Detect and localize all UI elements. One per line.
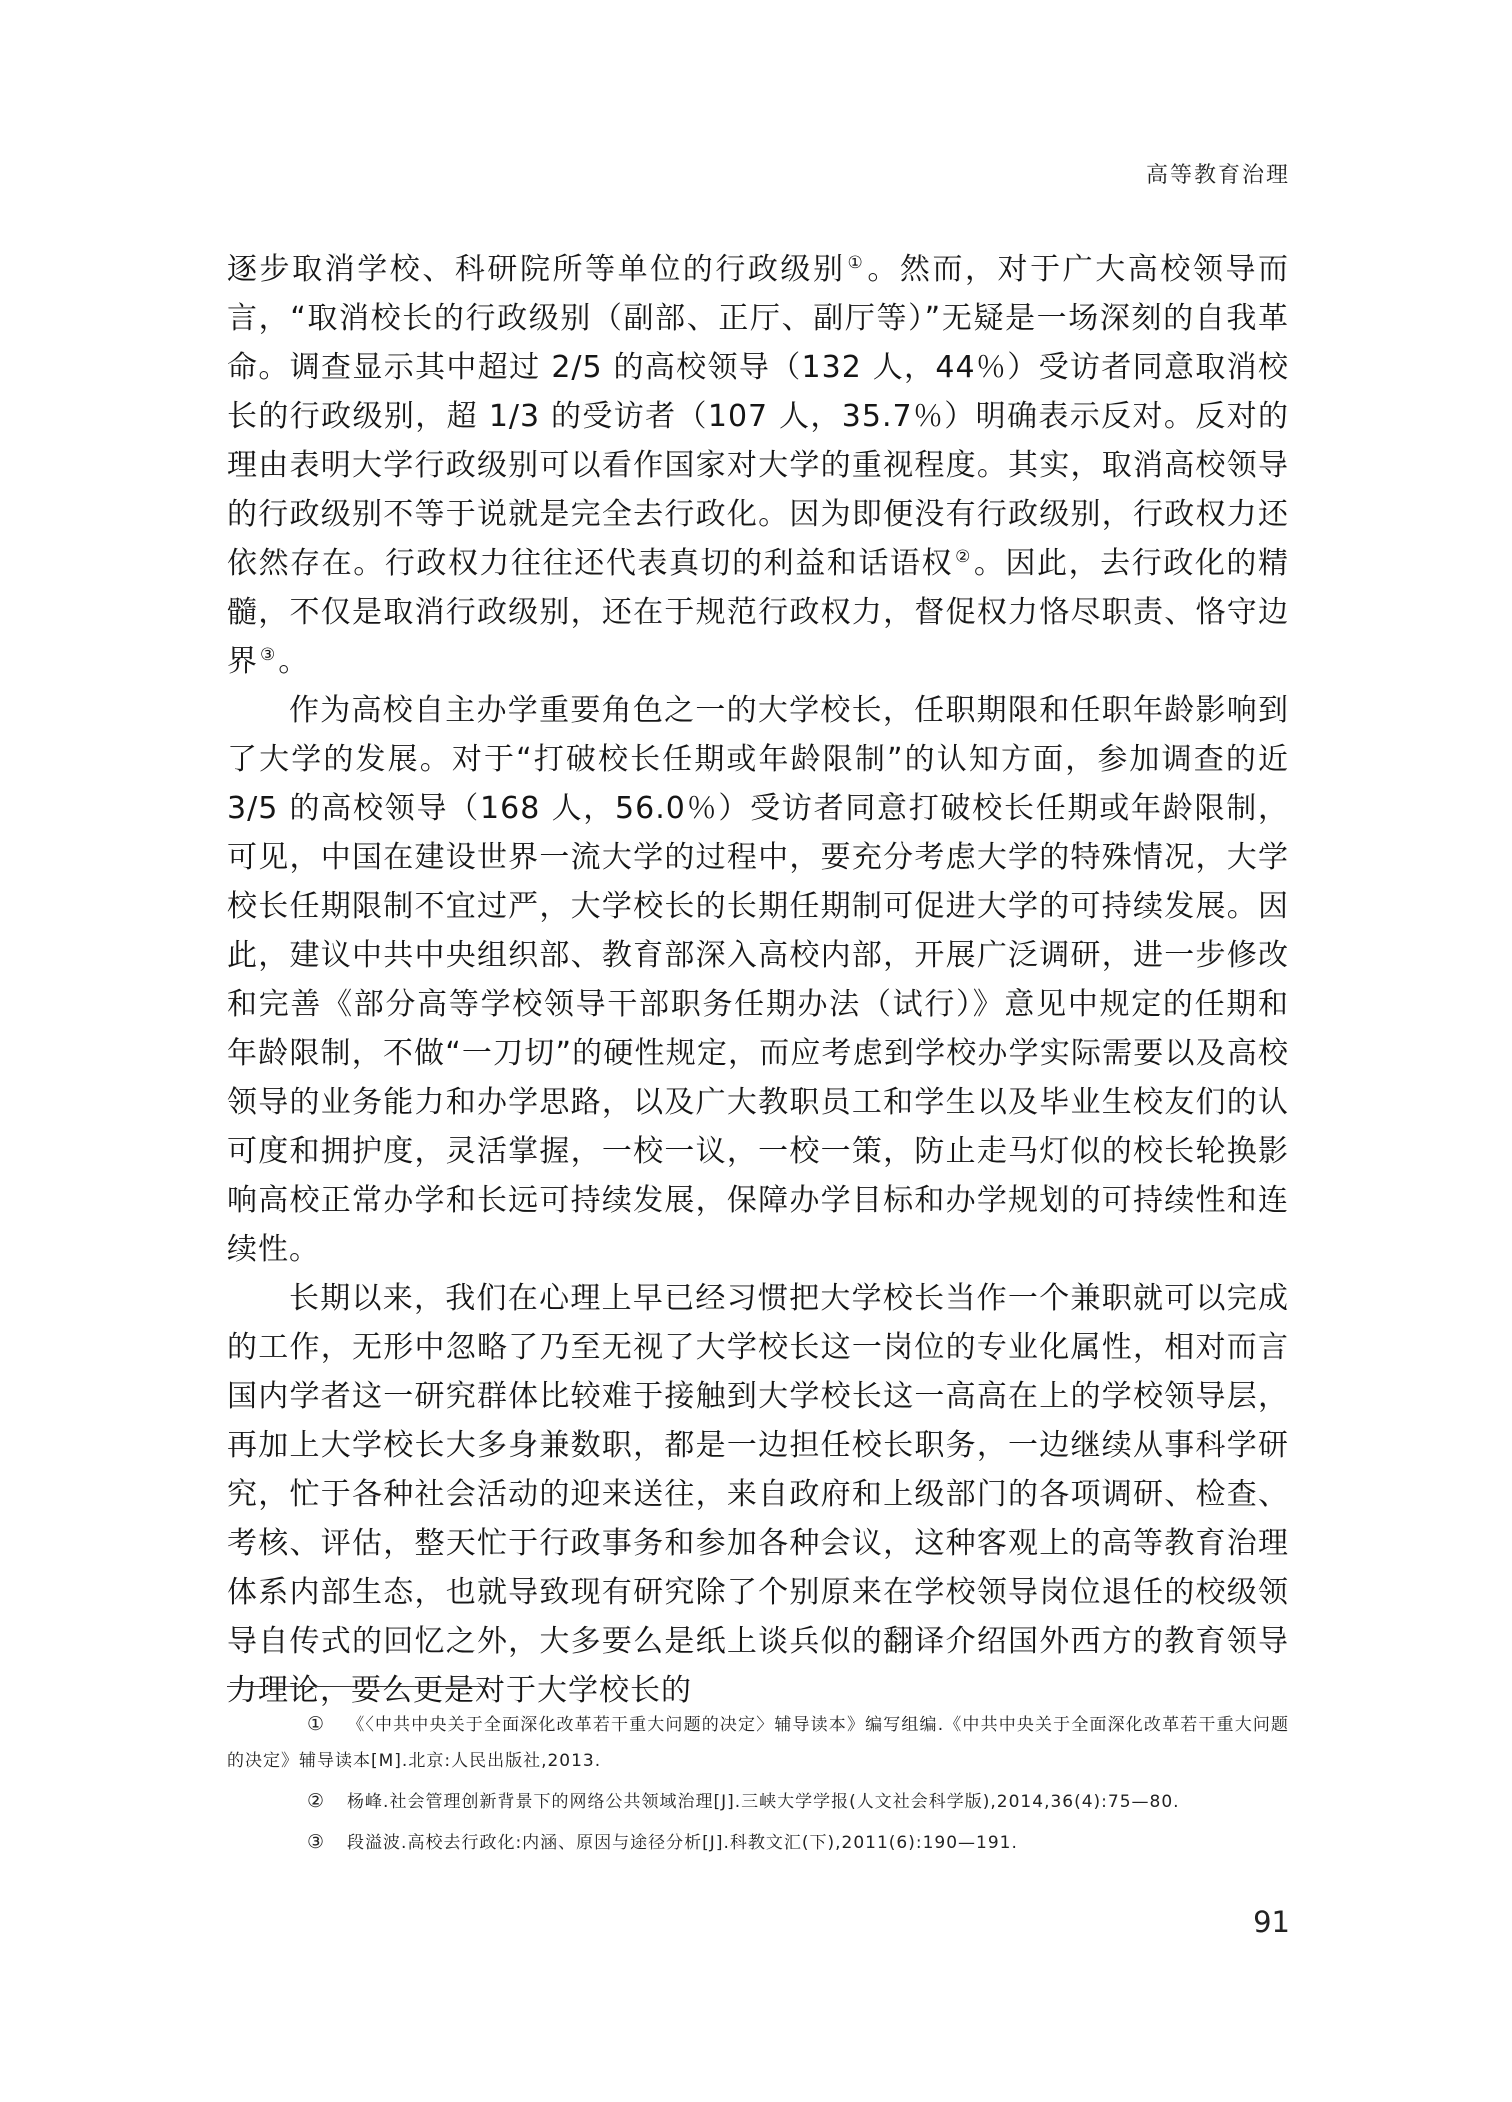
footnotes	[227, 1706, 1289, 1865]
paragraph-3: 长期以来，我们在心理上早已经习惯把大学校长当作一个兼职就可以完成的工作，无形中忽略了乃至无视了大学校长这一岗位的专业化属性，相对而言国内学者这一研究群体比较难于接触到大学校长这一高高在上的学校领导层，再加上大学校长大多身兼数职，都是一边担任校长职务，一边继续从事科学研究，忙于各种社会活动的迎来送往，来自政府和上级部门的各项调研、检查、考核、评估，整天忙于行政事务和参加各种会议，这种客观上的高等教育治理体系内部生态，也就导致现有研究除了个别原来在学校领导岗位退任的校级领导自传式的回忆之外，大多要么是纸上谈兵似的翻译介绍国外西方的教育领导力理论，要么更是对于大学校长的	[227, 1281, 1289, 1708]
footnote-divider	[227, 1686, 489, 1687]
footnote-1	[227, 1706, 1289, 1779]
main-text	[227, 245, 1289, 1715]
footnote-3	[227, 1824, 1289, 1861]
footnote-3-text: 段溢波.高校去行政化:内涵、原因与途径分析[J].科教文汇(下),2011(6):190—191.	[347, 1833, 1018, 1853]
paragraph-1-part-d: 。	[278, 644, 310, 679]
running-header: 高等教育治理	[1145, 163, 1290, 188]
paragraph-1	[227, 245, 1289, 686]
paragraph-2: 作为高校自主办学重要角色之一的大学校长，任职期限和任职年龄影响到了大学的发展。对于“打破校长任期或年龄限制”的认知方面，参加调查的近 3/5 的高校领导（168 人，56.0％）受访者同意打破校长任期或年龄限制，可见，中国在建设世界一流大学的过程中，要充分考虑大学的特殊情况，大学校长任期限制不宜过严，大学校长的长期任期制可促进大学的可持续发展。因此，建议中共中央组织部、教育部深入高校内部，开展广泛调研，进一步修改和完善《部分高等学校领导干部职务任期办法（试行）》意见中规定的任期和年龄限制，不做“一刀切”的硬性规定，而应考虑到学校办学实际需要以及高校领导的业务能力和办学思路，以及广大教职员工和学生以及毕业生校友们的认可度和拥护度，灵活掌握，一校一议，一校一策，防止走马灯似的校长轮换影响高校正常办学和长远可持续发展，保障办学目标和办学规划的可持续性和连续性。	[227, 693, 1289, 1267]
paragraph-1-part-a: 逐步取消学校、科研院所等单位的行政级别	[227, 252, 846, 287]
footnote-3-number: ③	[307, 1831, 326, 1853]
footnote-marker-3[interactable]: ③	[260, 645, 277, 665]
paragraph-1-part-c: 。因此，去行政化的精髓，不仅是取消行政级别，还在于规范行政权力，督促权力恪尽职责、恪守边界	[227, 546, 1290, 679]
footnote-2-number: ②	[307, 1790, 326, 1812]
footnote-1-number: ①	[307, 1713, 326, 1735]
footnote-marker-1[interactable]: ①	[847, 253, 866, 273]
footnote-2	[227, 1783, 1289, 1820]
paragraph-1-part-b: 。然而，对于广大高校领导而言，“取消校长的行政级别（副部、正厅、副厅等）”无疑是一场深刻的自我革命。调查显示其中超过 2/5 的高校领导（132 人，44％）受访者同意取消校长的行政级别，超 1/3 的受访者（107 人，35.7％）明确表示反对。反对的理由表明大学行政级别可以看作国家对大学的重视程度。其实，取消高校领导的行政级别不等于说就是完全去行政化。因为即便没有行政级别，行政权力还依然存在。行政权力往往还代表真切的利益和话语权	[227, 252, 1289, 581]
footnote-marker-2[interactable]: ②	[955, 547, 972, 567]
page-number: 91	[1253, 1905, 1290, 1939]
footnote-1-text: 《〈中共中央关于全面深化改革若干重大问题的决定〉辅导读本》编写组编.《中共中央关于全面深化改革若干重大问题的决定》辅导读本[M].北京:人民出版社,2013.	[227, 1715, 1289, 1771]
footnote-2-text: 杨峰.社会管理创新背景下的网络公共领域治理[J].三峡大学学报(人文社会科学版),2014,36(4):75—80.	[347, 1792, 1180, 1812]
